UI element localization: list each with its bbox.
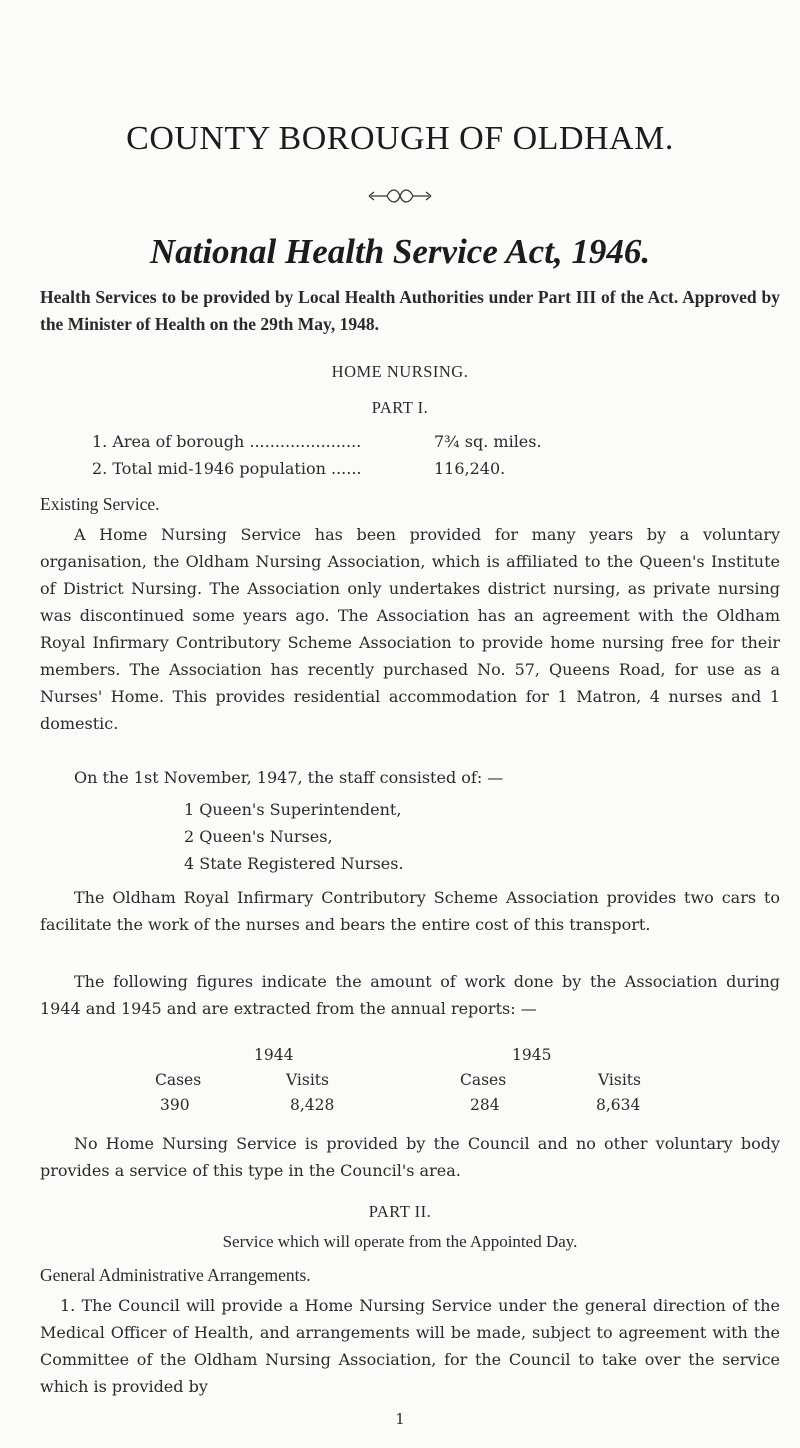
part-one-heading: PART I. <box>371 398 429 417</box>
staff-item: 4 State Registered Nurses. <box>184 854 404 873</box>
section-heading: HOME NURSING. <box>331 362 469 381</box>
general-arrangements-paragraph <box>40 1292 780 1400</box>
general-arrangements-text: 1. The Council will provide a Home Nursing Service under the general direction of the Medical Officer of Health, and arrangements will be made, subject to agreement with the Committee of the Oldham Nursing Association, for the Council to take over the service which is provided by <box>40 1296 780 1396</box>
no-other-service-paragraph <box>40 1130 780 1184</box>
document-title: COUNTY BOROUGH OF OLDHAM. <box>126 120 674 157</box>
existing-service-paragraph <box>40 521 780 737</box>
column-header: Visits <box>598 1071 641 1089</box>
part-two-heading: PART II. <box>368 1202 432 1221</box>
column-header: Cases <box>155 1071 202 1089</box>
page-number: 1 <box>395 1410 405 1428</box>
part-two-subheading: Service which will operate from the Appointed Day. <box>222 1232 578 1251</box>
transport-paragraph <box>40 884 780 938</box>
year-1945: 1945 <box>512 1046 552 1064</box>
staff-intro-text: On the 1st November, 1947, the staff consisted of: — <box>74 768 504 787</box>
general-arrangements-heading: General Administrative Arrangements. <box>40 1265 311 1285</box>
cell-value: 8,428 <box>290 1096 335 1114</box>
area-label: 1. Area of borough ...................... <box>92 432 362 451</box>
staff-item: 1 Queen's Superintendent, <box>184 800 402 819</box>
year-1944: 1944 <box>254 1046 294 1064</box>
column-header: Cases <box>460 1071 507 1089</box>
column-header: Visits <box>286 1071 329 1089</box>
cell-value: 8,634 <box>596 1096 641 1114</box>
existing-service-heading: Existing Service. <box>40 494 160 514</box>
no-other-service-text: No Home Nursing Service is provided by the Council and no other voluntary body provides a service of this type in the Council's area. <box>40 1134 780 1180</box>
staff-list <box>184 796 404 877</box>
intro-paragraph: Health Services to be provided by Local Health Authorities under Part III of the Act. Approved by the Minister of Health on the 29th May, 1948. <box>40 287 780 334</box>
existing-service-text: A Home Nursing Service has been provided for many years by a voluntary organisation, the Oldham Nursing Association, which is affiliated to the Queen's Institute of District Nursing. The Association only undertakes district nursing, as private nursing was discontinued some years ago. The Association has an agreement with the Oldham Royal Infirmary Contributory Scheme Association to provide home nursing free for their members. The Association has recently purchased No. 57, Queens Road, for use as a Nurses' Home. This provides residential accommodation for 1 Matron, 4 nurses and 1 domestic. <box>40 525 780 733</box>
figures-text: The following figures indicate the amount of work done by the Association during 1944 and 1945 and are extracted from the annual reports: — <box>40 972 780 1018</box>
cell-value: 390 <box>160 1096 190 1114</box>
act-title: National Health Service Act, 1946. <box>149 232 651 271</box>
population-label: 2. Total mid-1946 population ...... <box>92 459 362 478</box>
staff-intro-paragraph <box>40 764 780 791</box>
area-value: 7¾ sq. miles. <box>434 432 542 451</box>
cell-value: 284 <box>470 1096 500 1114</box>
ornament-flourish <box>0 186 800 206</box>
transport-text: The Oldham Royal Infirmary Contributory Scheme Association provides two cars to facilitate the work of the nurses and bears the entire cost of this transport. <box>40 888 780 934</box>
figures-paragraph <box>40 968 780 1022</box>
staff-item: 2 Queen's Nurses, <box>184 827 333 846</box>
population-value: 116,240. <box>434 459 506 478</box>
